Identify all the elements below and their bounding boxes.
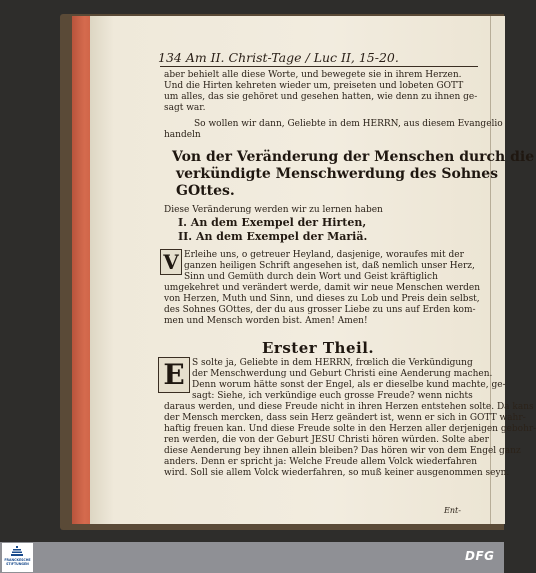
header-rule: [160, 66, 478, 67]
text-line: Und die Hirten kehreten wieder um, preiseten und lobeten GOTT: [164, 81, 464, 91]
intro-line: handeln: [164, 130, 201, 140]
body-line: ren werden, die von der Geburt JESU Christi hören würden. Solte aber: [164, 435, 489, 445]
running-header: 134 Am II. Christ-Tage / Luc II, 15-20.: [158, 50, 399, 65]
dfg-logo[interactable]: DFG: [465, 549, 495, 563]
catchword: Ent-: [444, 506, 461, 515]
intro-line: So wollen wir dann, Geliebte in dem HERRN, aus diesem Evangelio: [194, 119, 503, 129]
prayer-line: des Sohnes GOttes, der du aus grosser Liebe zu uns auf Erden kom-: [164, 305, 476, 315]
prayer-line: Sinn und Gemüth durch dein Wort und Geist kräftiglich: [184, 272, 438, 282]
prayer-line: von Herzen, Muth und Sinn, und dieses zu Lob und Preis dein selbst,: [164, 294, 480, 304]
prayer-line: Erleihe uns, o getreuer Heyland, dasjenige, woraufes mit der: [184, 250, 464, 260]
drop-cap-initial: E: [158, 357, 190, 393]
prayer-line: ganzen heiligen Schrift angesehen ist, daß nemlich unser Herz,: [184, 261, 475, 271]
body-line: S solte ja, Geliebte in dem HERRN, frœlich die Verkündigung: [192, 358, 473, 368]
text-line: sagt war.: [164, 103, 206, 113]
body-line: anders. Denn er spricht ja: Welche Freude allem Volck wiederfahren: [164, 457, 478, 467]
text-line: aber behielt alle diese Worte, und bewegete sie in ihrem Herzen.: [164, 70, 462, 80]
body-line: sagt: Siehe, ich verkündige euch grosse Freude? wenn nichts: [192, 391, 473, 401]
institution-logo-text: FRANCKESCHE STIFTUNGEN: [4, 558, 31, 566]
body-line: der Mensch mercken, dass sein Herz geändert ist, wenn er sich in GOTT wahr-: [164, 413, 526, 423]
text-line: um alles, das sie gehöret und gesehen hatten, wie denn zu ihnen ge-: [164, 92, 478, 102]
body-line: haftig freuen kan. Und diese Freude solte in den Herzen aller derjenigen gebohr-: [164, 424, 536, 434]
body-line: daraus werden, und diese Freude nicht in ihren Herzen entstehen solte. Da kans: [164, 402, 534, 412]
scanned-page: [90, 16, 536, 524]
body-line: Denn worum hätte sonst der Engel, als er dieselbe kund machte, ge-: [192, 380, 506, 390]
division-item: II. An dem Exempel der Mariä.: [178, 230, 368, 243]
division-intro: Diese Veränderung werden wir zu lernen haben: [164, 205, 383, 215]
drop-cap-initial: V: [160, 249, 182, 275]
body-line: wird. Soll sie allem Volck wiederfahren, so muß keiner ausgenommen seyn.: [164, 468, 510, 478]
prayer-line: umgekehret und verändert werde, damit wir neue Menschen werden: [164, 283, 481, 293]
division-item: I. An dem Exempel der Hirten,: [178, 216, 367, 229]
body-line: der Menschwerdung und Geburt Christi eine Aenderung machen.: [192, 369, 493, 379]
prayer-line: men und Mensch worden bist. Amen! Amen!: [164, 316, 368, 326]
body-line: diese Aenderung bey ihnen allein bleiben? Das hören wir von dem Engel ganz: [164, 446, 521, 456]
heading-line: Von der Veränderung der Menschen durch die: [172, 149, 535, 165]
section-title: Erster Theil.: [262, 339, 375, 357]
footer-bar: [0, 542, 504, 573]
franckesche-stiftungen-logo-icon: [11, 546, 23, 556]
heading-line: verkündigte Menschwerdung des Sohnes: [176, 166, 498, 182]
sermon-theme-heading: [172, 149, 534, 200]
heading-line: GOttes.: [176, 183, 235, 199]
